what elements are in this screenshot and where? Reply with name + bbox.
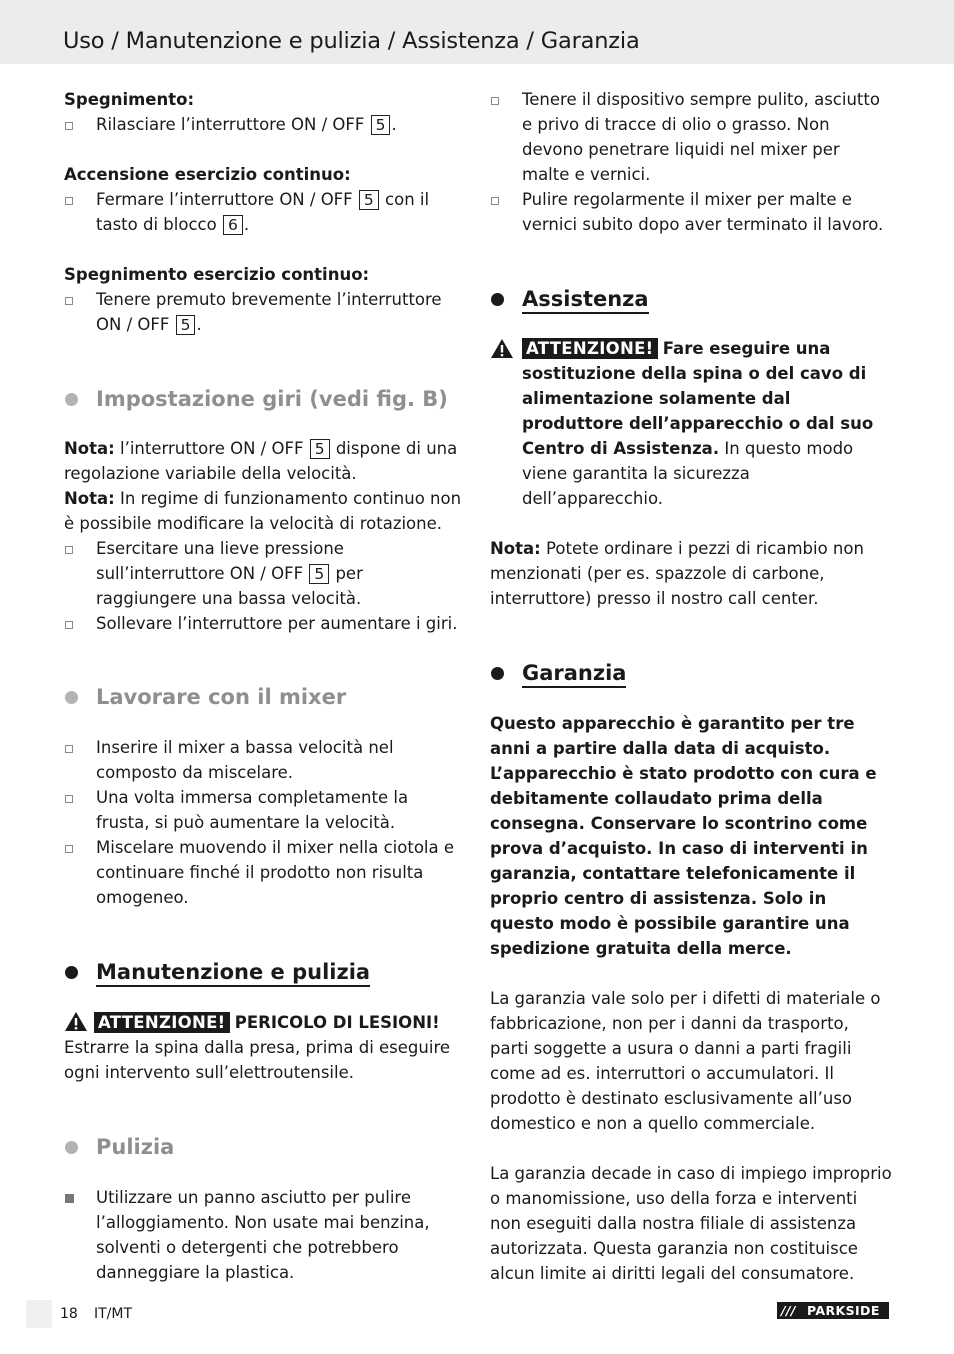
checkbox-bullet-icon [65,122,73,130]
part-ref-box: 5 [309,564,329,584]
checkbox-bullet-icon [65,621,73,629]
part-ref-box: 5 [176,315,196,335]
part-ref-box: 5 [310,439,330,459]
parkside-logo [777,1302,889,1319]
checkbox-bullet-icon [65,197,73,205]
heading-bullet-icon [65,393,78,406]
checkbox-bullet-icon [491,97,499,105]
heading-pulizia: Pulizia [64,1133,464,1161]
heading-bullet-icon [491,293,504,306]
heading-impostazione-giri: Impostazione giri (vedi fig. B) [64,385,464,413]
heading-bullet-icon [65,691,78,704]
language-code: IT/MT [94,1306,133,1322]
left-column [64,87,464,1285]
note-paragraph: Nota: In regime di funzionamento continuo non è possibile modificare la velocità di rotazione. [64,489,462,533]
warranty-bold-paragraph: Questo apparecchio è garantito per tre anni a partire dalla data di acquisto. L’apparecchio è stato prodotto con cura e debitamente collaudato prima della consegna. Conservare lo scontrino come prova d’acquisto. In caso di interventi in garanzia, contattare telefonicamente il proprio centro di assistenza. Solo in questo modo è possibile garantire una spedizione gratuita della merce. [490,714,877,958]
page-title: Uso / Manutenzione e pulizia / Assistenza / Garanzia [63,28,640,54]
logo-text: PARKSIDE [807,1303,880,1318]
checkbox-bullet-icon [491,197,499,205]
body-paragraph: Estrarre la spina dalla presa, prima di eseguire ogni intervento sull’elettroutensile. [64,1038,451,1082]
page-number: 18 [60,1306,78,1322]
list-item: Rilasciare l’interruttore ON / OFF 5 . [64,112,464,137]
checkbox-bullet-icon [65,795,73,803]
checkbox-bullet-icon [65,845,73,853]
note-paragraph: Nota: Potete ordinare i pezzi di ricambio non menzionati (per es. spazzole di carbone, interruttore) presso il nostro call center. [490,539,864,608]
heading-garanzia: Garanzia [490,659,892,687]
square-bullet-icon [65,1194,74,1203]
list-item: Sollevare l’interruttore per aumentare i giri. [64,611,464,636]
section-label-spegnimento: Spegnimento: [64,90,195,109]
note-paragraph: Nota: l’interruttore ON / OFF 5 dispone di una regolazione variabile della velocità. [64,439,458,483]
checkbox-bullet-icon [65,745,73,753]
warning-triangle-icon [490,338,514,359]
heading-assistenza: Assistenza [490,285,892,313]
warning-line: ATTENZIONE! PERICOLO DI LESIONI! [64,1010,464,1035]
right-column [490,87,892,1286]
list-item: Miscelare muovendo il mixer nella ciotola e continuare finché il prodotto non risulta omogeneo. [64,835,464,910]
warranty-paragraph: La garanzia vale solo per i difetti di materiale o fabbricazione, non per i danni da trasporto, parti soggette a usura o danni a parti fragili come ad es. interruttori o accumulatori. Il prodotto è destinato esclusivamente all’uso domestico e non a quello commerciale. [490,989,881,1133]
section-label-spegnimento-continuo: Spegnimento esercizio continuo: [64,265,370,284]
heading-bullet-icon [491,667,504,680]
heading-lavorare-mixer: Lavorare con il mixer [64,683,464,711]
list-item: Tenere il dispositivo sempre pulito, asciutto e privo di tracce di olio o grasso. Non devono penetrare liquidi nel mixer per malte e vernici. [490,87,892,187]
heading-bullet-icon [65,1141,78,1154]
logo-slashes: /// [781,1303,796,1318]
heading-manutenzione: Manutenzione e pulizia [64,958,464,986]
list-item: Pulire regolarmente il mixer per malte e vernici subito dopo aver terminato il lavoro. [490,187,892,237]
warning-badge: ATTENZIONE! [94,1012,230,1033]
list-item: Tenere premuto brevemente l’interruttore ON / OFF 5 . [64,287,464,337]
footer-tab [26,1300,52,1328]
service-warning: ATTENZIONE! Fare eseguire una sostituzione della spina o del cavo di alimentazione solamente dal produttore dell’apparecchio o dal suo Centro di Assistenza. In questo modo viene garantita la sicurezza dell’apparecchio. [490,336,892,511]
warranty-paragraph: La garanzia decade in caso di impiego improprio o manomissione, uso della forza e interventi non eseguiti dalla nostra filiale di assistenza autorizzata. Questa garanzia non costituisce alcun limite ai diritti legali del consumatore. [490,1164,892,1283]
part-ref-box: 6 [223,215,243,235]
list-item: Fermare l’interruttore ON / OFF 5 con il tasto di blocco 6 . [64,187,464,237]
warning-badge: ATTENZIONE! [522,338,658,359]
list-item: Utilizzare un panno asciutto per pulire l’alloggiamento. Non usate mai benzina, solventi o detergenti che potrebbero danneggiare la plastica. [64,1185,464,1285]
list-item: Una volta immersa completamente la frusta, si può aumentare la velocità. [64,785,464,835]
checkbox-bullet-icon [65,297,73,305]
list-item: Inserire il mixer a bassa velocità nel composto da miscelare. [64,735,464,785]
page-header [0,0,954,64]
list-item: Esercitare una lieve pressione sull’interruttore ON / OFF 5 per raggiungere una bassa velocità. [64,536,464,611]
heading-bullet-icon [65,966,78,979]
checkbox-bullet-icon [65,546,73,554]
part-ref-box: 5 [371,115,391,135]
warning-triangle-icon [64,1011,88,1032]
section-label-accensione: Accensione esercizio continuo: [64,165,351,184]
part-ref-box: 5 [359,190,379,210]
